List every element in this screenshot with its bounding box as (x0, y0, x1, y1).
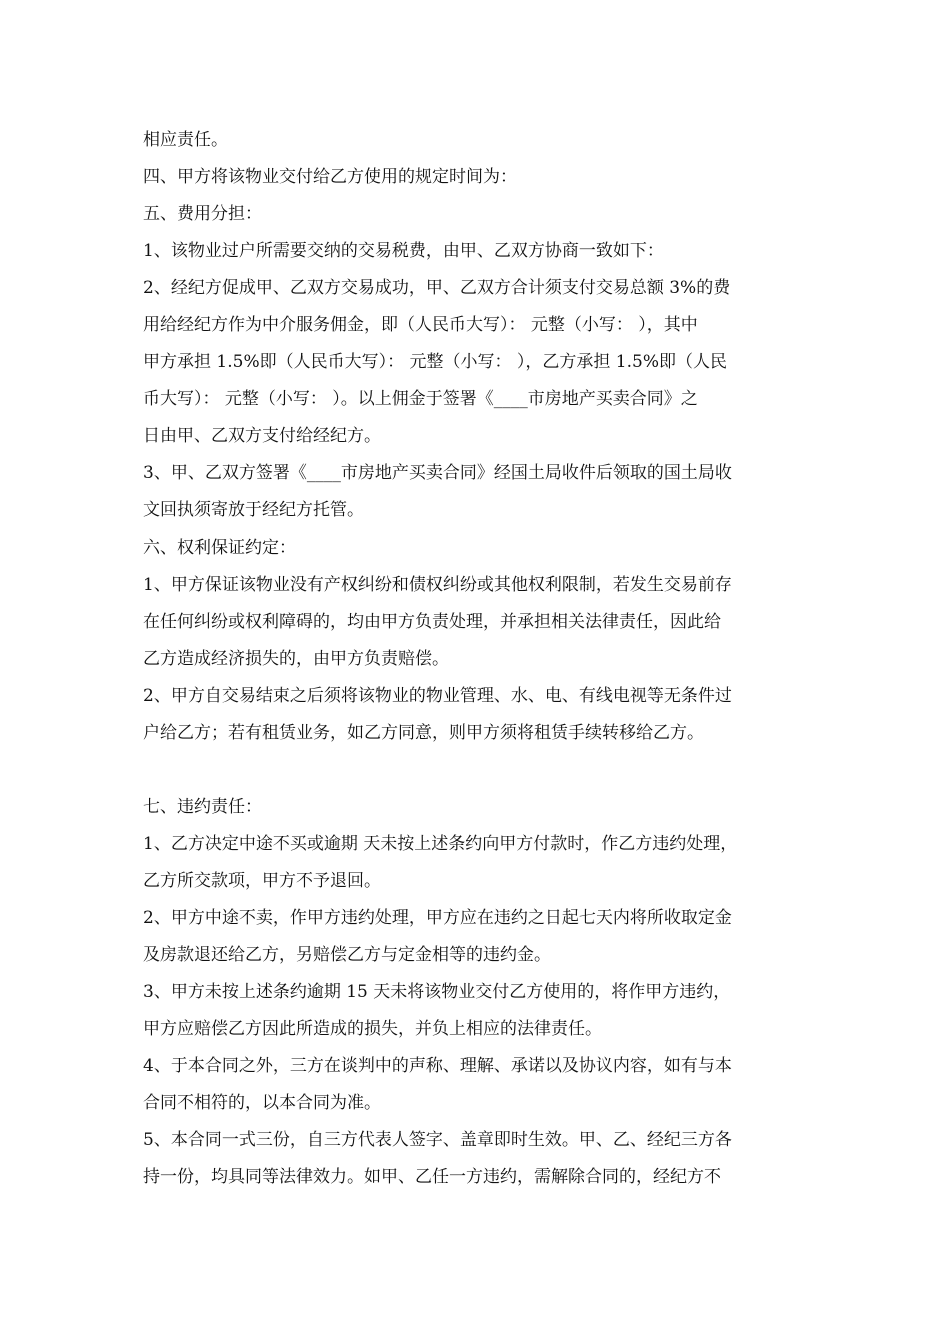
paragraph-line: 日由甲、乙双方支付给经纪方。 (143, 426, 381, 447)
paragraph-line: 及房款退还给乙方，另赔偿乙方与定金相等的违约金。 (143, 945, 551, 966)
paragraph-line: 甲方应赔偿乙方因此所造成的损失，并负上相应的法律责任。 (143, 1019, 602, 1040)
paragraph-line: 2、经纪方促成甲、乙双方交易成功，甲、乙双方合计须支付交易总额 3%的费 (143, 278, 731, 299)
paragraph-line: 2、甲方中途不卖，作甲方违约处理，甲方应在违约之日起七天内将所收取定金 (143, 907, 732, 928)
paragraph-line: 1、乙方决定中途不买或逾期 天未按上述条约向甲方付款时，作乙方违约处理， (143, 833, 738, 854)
paragraph-line: 在任何纠纷或权利障碍的，均由甲方负责处理，并承担相关法律责任，因此给 (143, 611, 721, 632)
paragraph-line: 持一份，均具同等法律效力。如甲、乙任一方违约，需解除合同的，经纪方不 (143, 1167, 721, 1188)
paragraph-line: 甲方承担 1.5%即（人民币大写）： 元整（小写： ），乙方承担 1.5%即（人民 (143, 352, 727, 373)
paragraph-line: 币大写）： 元整（小写： ）。以上佣金于签署《____市房地产买卖合同》之 (143, 389, 698, 410)
section-heading: 五、费用分担： (143, 204, 262, 225)
paragraph-line: 3、甲方未按上述条约逾期 15 天未将该物业交付乙方使用的，将作甲方违约， (143, 982, 731, 1003)
paragraph-line: 乙方所交款项，甲方不予退回。 (143, 870, 381, 891)
paragraph-line: 相应责任。 (143, 130, 228, 150)
section-heading: 六、权利保证约定： (143, 537, 296, 558)
paragraph-line: 1、该物业过户所需要交纳的交易税费，由甲、乙双方协商一致如下： (143, 241, 664, 262)
paragraph-line: 2、甲方自交易结束之后须将该物业的物业管理、水、电、有线电视等无条件过 (143, 685, 732, 706)
document-body (143, 122, 811, 1196)
paragraph-line: 3、甲、乙双方签署《____市房地产买卖合同》经国土局收件后领取的国土局收 (143, 463, 732, 484)
blank-line (143, 752, 811, 789)
paragraph-line: 4、于本合同之外，三方在谈判中的声称、理解、承诺以及协议内容，如有与本 (143, 1056, 732, 1077)
section-heading: 四、甲方将该物业交付给乙方使用的规定时间为： (143, 167, 517, 188)
paragraph-line: 文回执须寄放于经纪方托管。 (143, 500, 364, 521)
paragraph-line: 户给乙方；若有租赁业务，如乙方同意，则甲方须将租赁手续转移给乙方。 (143, 722, 704, 743)
section-heading: 七、违约责任： (143, 796, 262, 817)
paragraph-line: 乙方造成经济损失的，由甲方负责赔偿。 (143, 648, 449, 669)
paragraph-line: 合同不相符的，以本合同为准。 (143, 1093, 381, 1114)
paragraph-line: 5、本合同一式三份，自三方代表人签字、盖章即时生效。甲、乙、经纪三方各 (143, 1130, 732, 1151)
paragraph-line: 1、甲方保证该物业没有产权纠纷和债权纠纷或其他权利限制，若发生交易前存 (143, 574, 732, 595)
paragraph-line: 用给经纪方作为中介服务佣金，即（人民币大写）： 元整（小写： ），其中 (143, 315, 698, 336)
